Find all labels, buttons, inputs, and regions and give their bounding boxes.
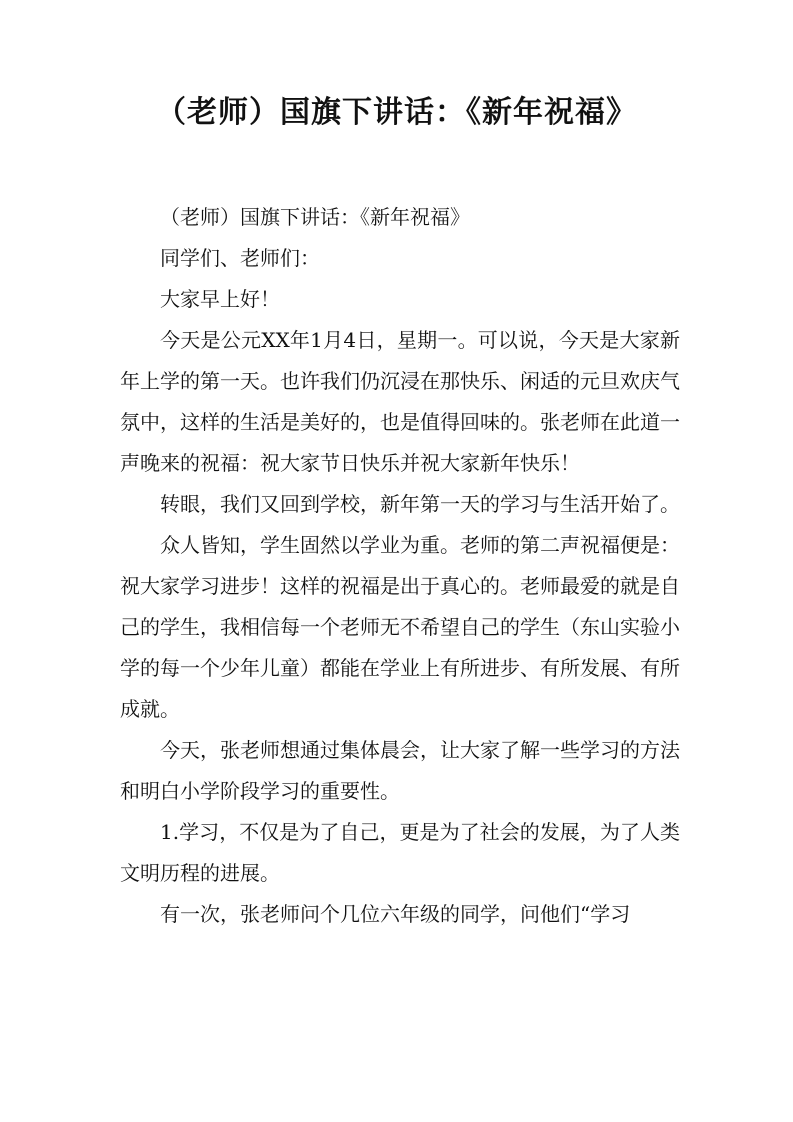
paragraph-greeting: 大家早上好！	[160, 287, 280, 311]
paragraph-study-wish: 众人皆知，学生固然以学业为重。老师的第二声祝福便是：祝大家学习进步！这样的祝福是出于真心的。老师最爱的就是自己的学生，我相信每一个老师无不希望自己的学生（东山实验小学的每一个少年儿童）都能在学业上有所进步、有所发展、有所成就。	[120, 533, 680, 721]
paragraph-anecdote: 有一次，张老师问个几位六年级的同学，问他们“学习	[160, 902, 631, 926]
paragraph-salutation: 同学们、老师们：	[160, 246, 320, 270]
paragraph-back-to-school: 转眼，我们又回到学校，新年第一天的学习与生活开始了。	[160, 492, 680, 516]
paragraph-heading-repeat: （老师）国旗下讲话：《新年祝福》	[160, 205, 470, 229]
paragraph-point-one: 1.学习，不仅是为了自己，更是为了社会的发展，为了人类文明历程的进展。	[120, 820, 680, 885]
paragraph-new-year-wish: 今天是公元XX年1月4日，星期一。可以说，今天是大家新年上学的第一天。也许我们仍沉浸在那快乐、闲适的元旦欢庆气氛中，这样的生活是美好的，也是值得回味的。张老师在此道一声晚来的祝福：祝大家节日快乐并祝大家新年快乐！	[120, 328, 680, 475]
paragraph-morning-meeting: 今天，张老师想通过集体晨会，让大家了解一些学习的方法和明白小学阶段学习的重要性。	[120, 738, 680, 803]
document-body	[120, 197, 680, 935]
document-title: （老师）国旗下讲话：《新年祝福》	[156, 95, 637, 130]
